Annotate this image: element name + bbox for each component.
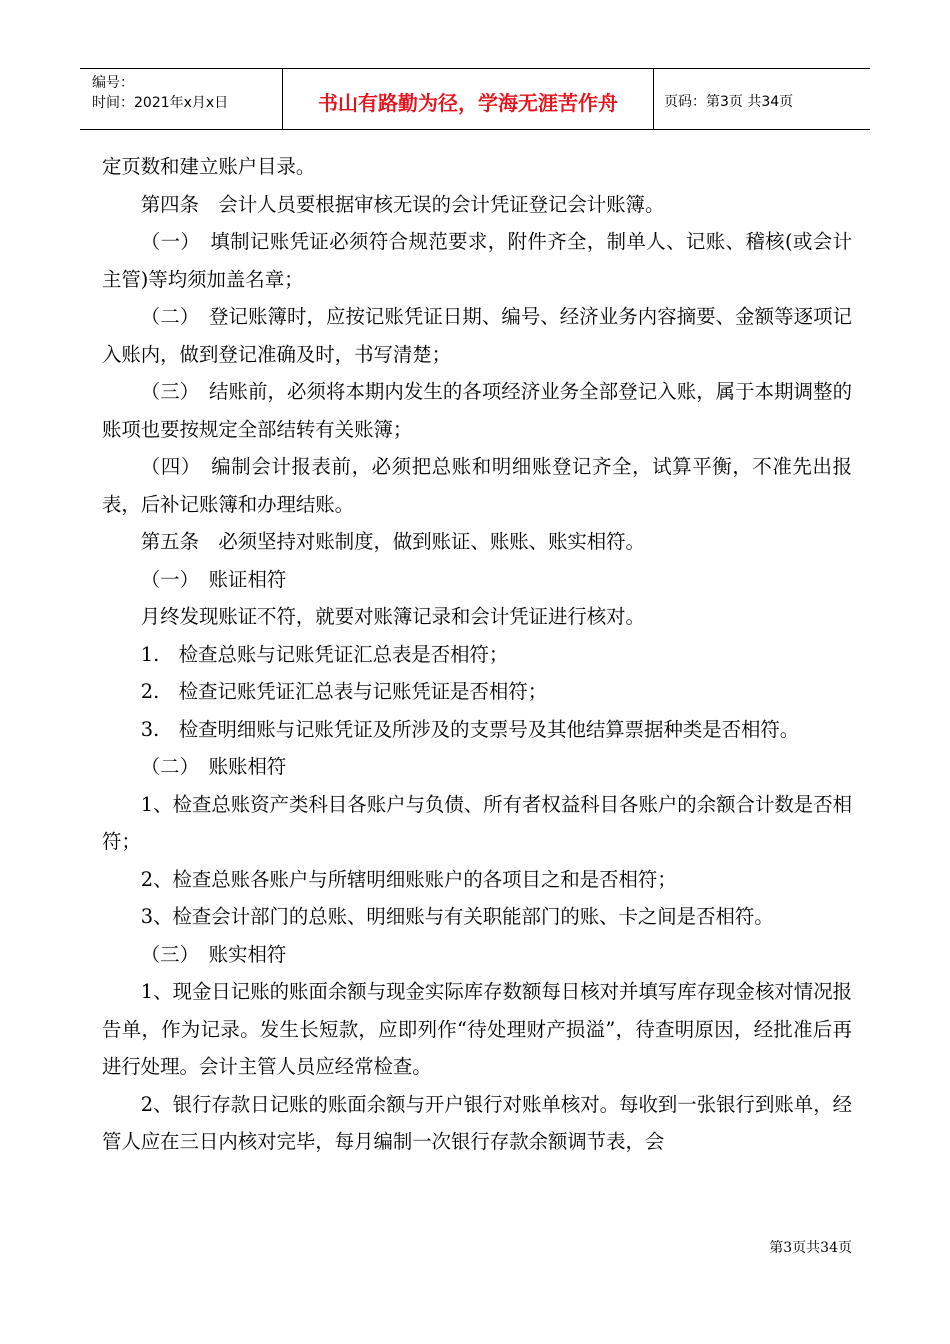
list-item: 3、检查会计部门的总账、明细账与有关职能部门的账、卡之间是否相符。 — [140, 905, 774, 928]
list-item: 2. 检查记账凭证汇总表与记账凭证是否相符； — [140, 680, 548, 703]
header-page-cell — [654, 69, 870, 129]
page-header — [80, 68, 870, 130]
paragraph: （一） 填制记账凭证必须符合规范要求，附件齐全，制单人、记账、稽核(或会计主管)等均须加盖名章； — [102, 230, 852, 291]
section-heading: （二） 账账相符 — [140, 755, 287, 778]
document-number-label: 编号： — [92, 75, 134, 91]
paragraph: 定页数和建立账户目录。 — [102, 155, 316, 178]
header-motto-cell — [283, 69, 654, 129]
header-page-number: 页码：第3页 共34页 — [664, 94, 794, 110]
list-item: 1. 检查总账与记账凭证汇总表是否相符； — [140, 642, 509, 666]
header-motto: 书山有路勤为径，学海无涯苦作舟 — [318, 91, 618, 115]
header-meta-cell — [80, 69, 283, 129]
article-heading: 第四条 会计人员要根据审核无误的会计凭证登记会计账簿。 — [140, 192, 665, 216]
paragraph: （三） 结账前，必须将本期内发生的各项经济业务全部登记入账，属于本期调整的账项也要按规定全部结转有关账簿； — [102, 380, 852, 441]
document-date-label: 时间：2021年x月x日 — [92, 95, 229, 111]
footer-page-number: 第3页共34页 — [769, 1240, 852, 1256]
document-body — [102, 148, 852, 1161]
list-item: 2、检查总账各账户与所辖明细账账户的各项目之和是否相符； — [140, 867, 677, 891]
list-item: 1、现金日记账的账面余额与现金实际库存数额每日核对并填写库存现金核对情况报告单，作为记录。发生长短款，应即列作“待处理财产损溢”，待查明原因，经批准后再进行处理。会计主管人员应经常检查。 — [102, 980, 852, 1078]
paragraph: 月终发现账证不符，就要对账簿记录和会计凭证进行核对。 — [140, 605, 645, 628]
list-item: 1、检查总账资产类科目各账户与负债、所有者权益科目各账户的余额合计数是否相符； — [102, 792, 852, 853]
section-heading: （三） 账实相符 — [140, 942, 287, 966]
paragraph: （二） 登记账簿时，应按记账凭证日期、编号、经济业务内容摘要、金额等逐项记入账内，做到登记准确及时，书写清楚； — [102, 305, 852, 366]
article-heading: 第五条 必须坚持对账制度，做到账证、账账、账实相符。 — [140, 530, 645, 553]
section-heading: （一） 账证相符 — [140, 567, 287, 591]
list-item: 2、银行存款日记账的账面余额与开户银行对账单核对。每收到一张银行到账单，经管人应在三日内核对完毕，每月编制一次银行存款余额调节表，会 — [102, 1092, 852, 1153]
list-item: 3. 检查明细账与记账凭证及所涉及的支票号及其他结算票据种类是否相符。 — [140, 717, 800, 741]
paragraph: （四） 编制会计报表前，必须把总账和明细账登记齐全，试算平衡，不准先出报表，后补记账簿和办理结账。 — [102, 455, 852, 516]
